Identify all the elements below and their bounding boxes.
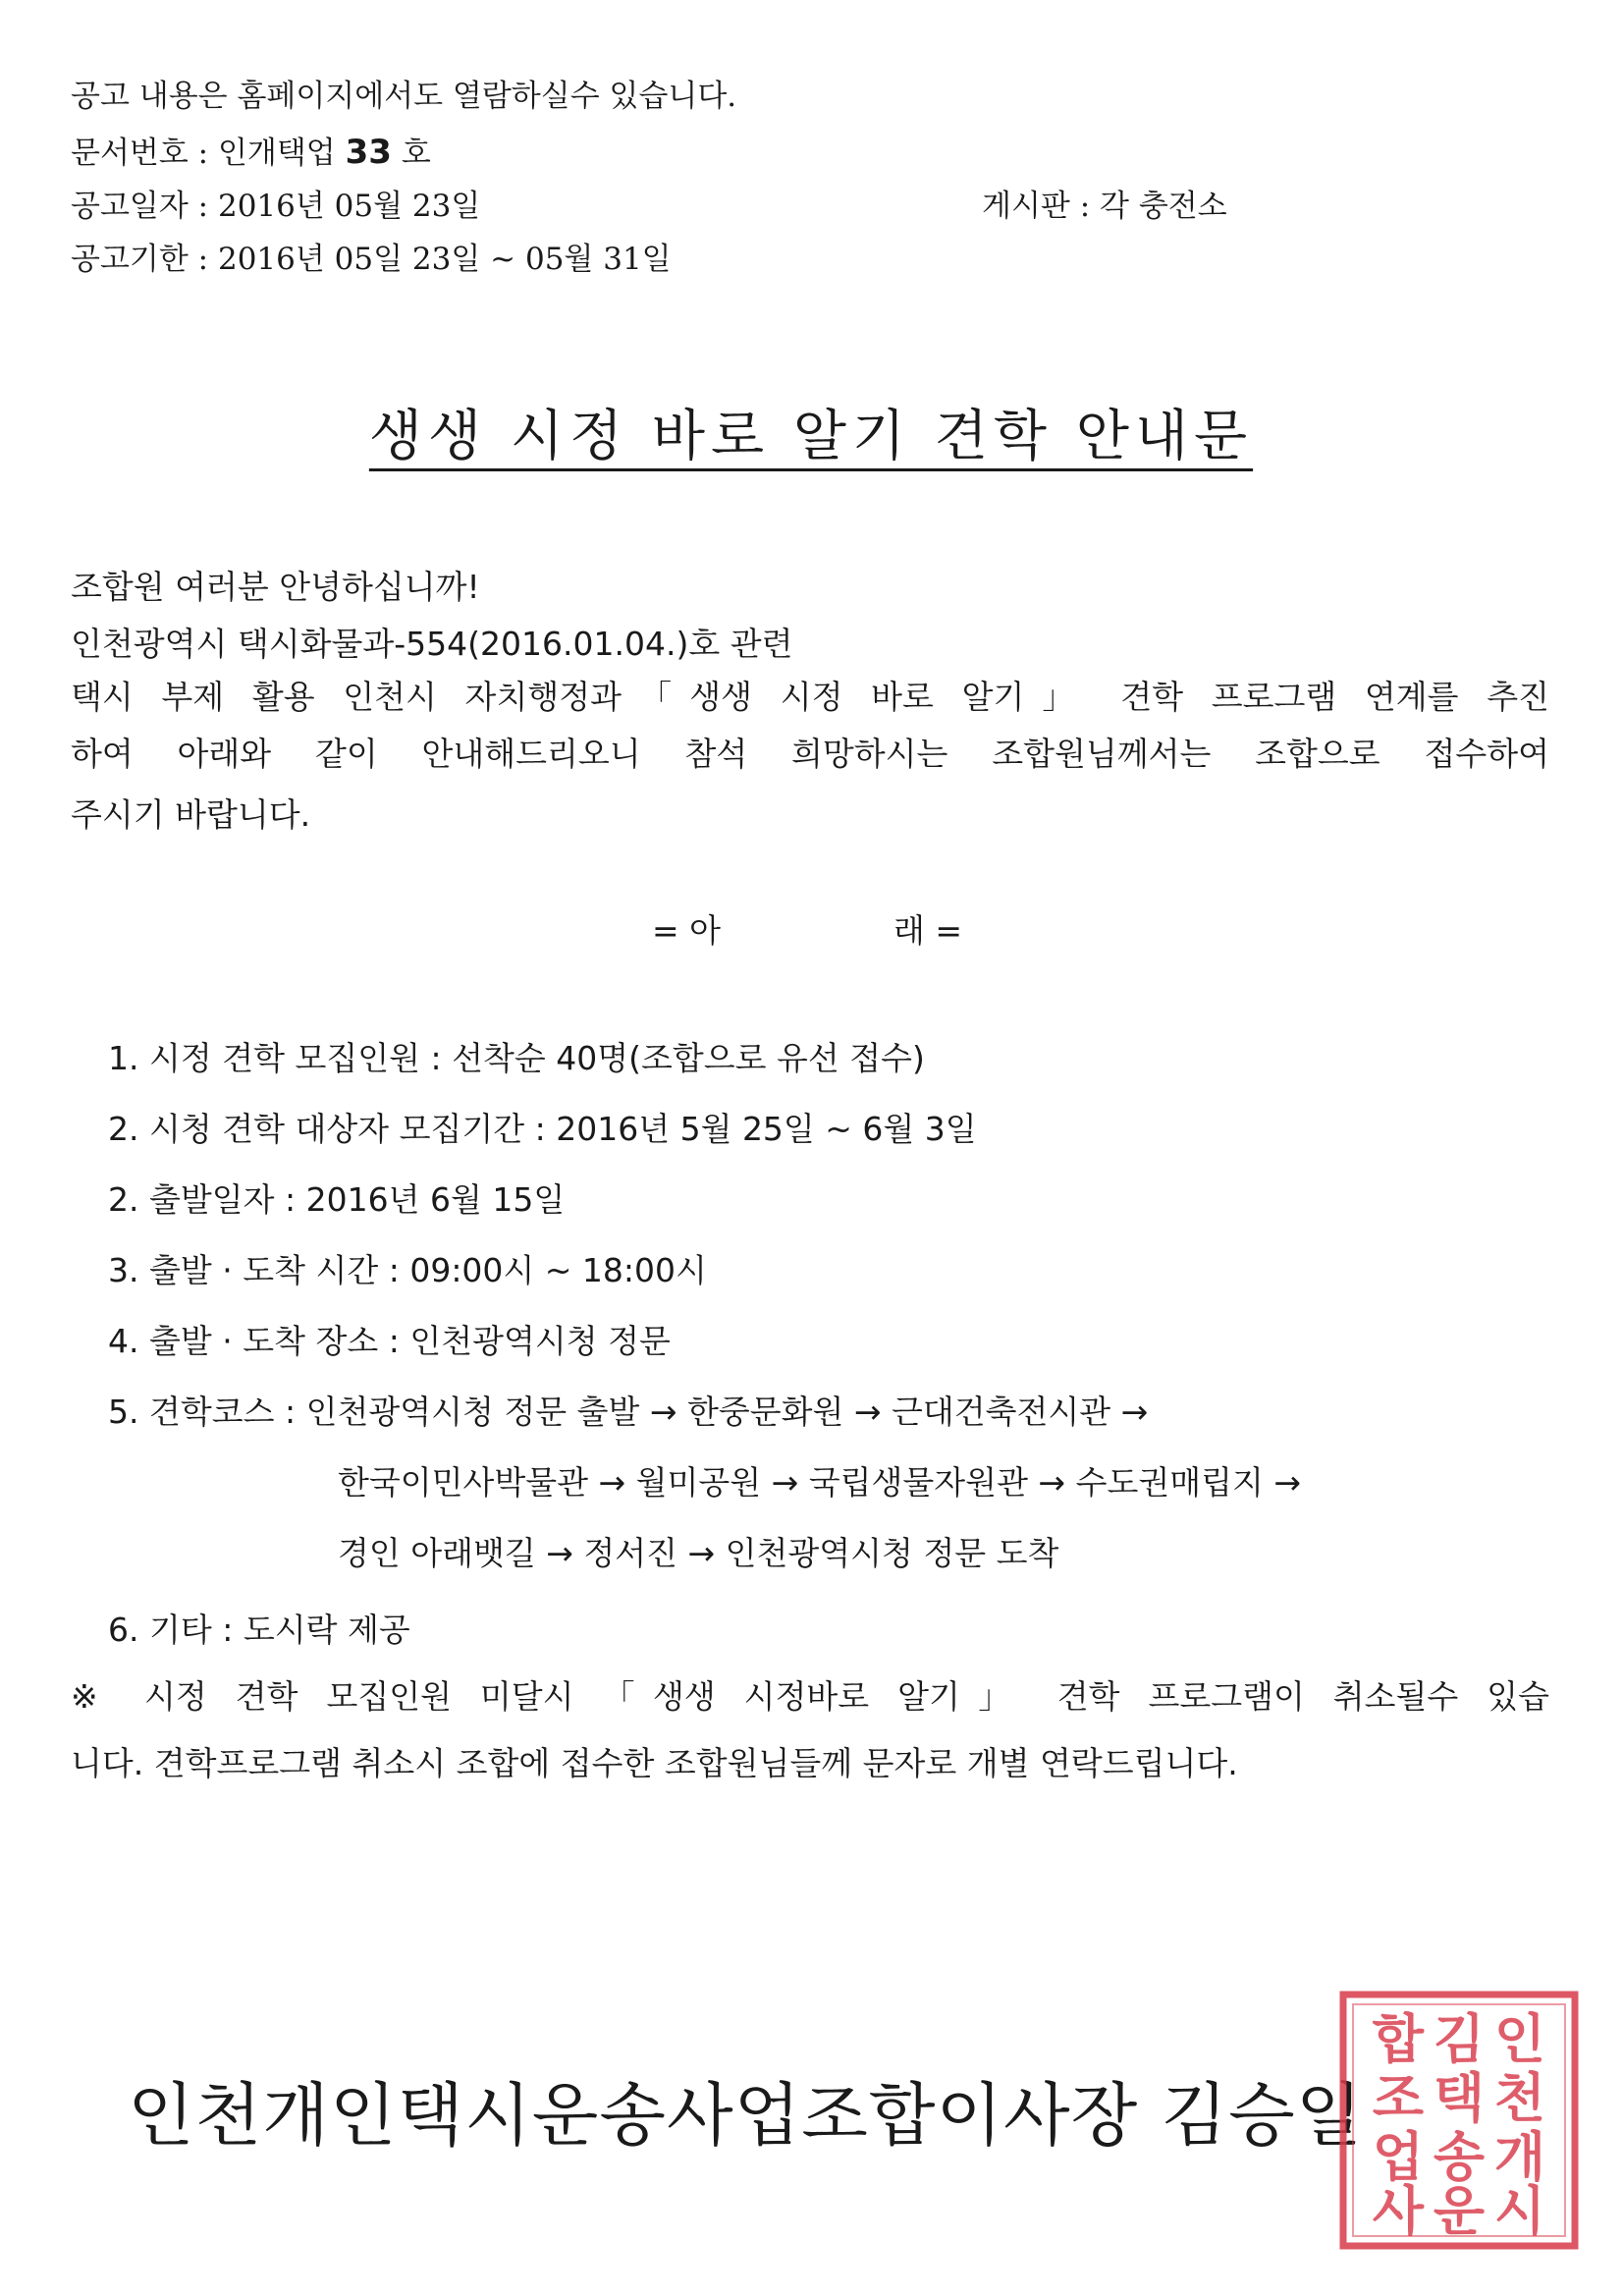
official-seal-stamp	[1337, 1989, 1581, 2252]
list-item	[108, 1175, 565, 1221]
course-continuation-line-2: 경인 아래뱃길 → 정서진 → 인천광역시청 정문 도착	[338, 1534, 1059, 1572]
below-marker-left: = 아	[652, 911, 722, 950]
svg-text:합: 합	[1372, 2008, 1425, 2070]
svg-text:운: 운	[1433, 2180, 1486, 2242]
svg-text:천: 천	[1493, 2067, 1546, 2129]
announce-date-value: 2016년 05월 23일	[217, 189, 481, 224]
announce-date-label: 공고일자	[71, 189, 189, 224]
reference-line: 인천광역시 택시화물과-554(2016.01.04.)호 관련	[71, 625, 793, 663]
below-marker-right: 래 =	[893, 911, 963, 950]
svg-text:시: 시	[1493, 2180, 1546, 2242]
svg-text:조: 조	[1372, 2067, 1425, 2129]
announce-period-value: 2016년 05일 23일 ~ 05월 31일	[217, 242, 672, 277]
course-continuation-line-1: 한국이민사박물관 → 월미공원 → 국립생물자원관 → 수도권매립지 →	[338, 1463, 1301, 1502]
item-number: 1.	[108, 1039, 139, 1077]
svg-text:송: 송	[1433, 2126, 1486, 2188]
item-text: 기타 : 도시락 제공	[149, 1611, 410, 1649]
announce-date-line: 공고일자 : 2016년 05월 23일	[71, 189, 481, 224]
item-number: 2.	[108, 1180, 139, 1219]
item-text: 출발 · 도착 시간 : 09:00시 ~ 18:00시	[149, 1251, 707, 1289]
note-line-1: ※ 시정 견학 모집인원 미달시 「생생 시정바로 알기」 견학 프로그램이 취소될수 있습	[71, 1677, 1549, 1716]
svg-text:사: 사	[1372, 2180, 1425, 2242]
intro-body-line-1: 택시 부제 활용 인천시 자치행정과「생생 시정 바로 알기」 견학 프로그램 연계를 추진	[71, 678, 1549, 716]
board-value: 각 충전소	[1100, 189, 1227, 224]
svg-text:김: 김	[1433, 2008, 1486, 2070]
svg-text:택: 택	[1433, 2067, 1486, 2129]
item-number: 2.	[108, 1110, 139, 1148]
doc-number-prefix: 인개택업	[217, 136, 336, 171]
item-text: 시정 견학 모집인원 : 선착순 40명(조합으로 유선 접수)	[149, 1039, 925, 1077]
doc-number-label: 문서번호	[71, 136, 189, 171]
svg-text:인: 인	[1493, 2008, 1546, 2070]
board-line: 게시판 : 각 충전소	[982, 189, 1227, 224]
doc-number-line: 문서번호 : 인개택업 33 호	[71, 133, 431, 172]
item-text: 견학코스 : 인천광역시청 정문 출발 → 한중문화원 → 근대건축전시관 →	[149, 1393, 1149, 1431]
doc-number-value: 33	[345, 133, 392, 172]
announce-period-label: 공고기한	[71, 242, 189, 277]
item-number: 6.	[108, 1611, 139, 1649]
list-item	[108, 1316, 671, 1362]
document-title: 생생 시정 바로 알기 견학 안내문	[368, 405, 1254, 468]
item-text: 시청 견학 대상자 모집기간 : 2016년 5월 25일 ~ 6월 3일	[149, 1110, 977, 1148]
greeting: 조합원 여러분 안녕하십니까!	[71, 568, 480, 606]
intro-body-line-2: 하여 아래와 같이 안내해드리오니 참석 희망하시는 조합원님께서는 조합으로 접수하여	[71, 735, 1549, 773]
list-item	[108, 1245, 707, 1291]
list-item	[108, 1033, 925, 1079]
note-line-2: 니다. 견학프로그램 취소시 조합에 접수한 조합원님들께 문자로 개별 연락드립니다.	[71, 1744, 1238, 1782]
item-text: 출발 · 도착 장소 : 인천광역시청 정문	[149, 1322, 671, 1360]
item-number: 3.	[108, 1251, 139, 1289]
homepage-note: 공고 내용은 홈페이지에서도 열람하실수 있습니다.	[71, 79, 737, 114]
signature: 인천개인택시운송사업조합이사장 김승일	[128, 2075, 1364, 2156]
list-item	[108, 1605, 410, 1651]
item-number: 5.	[108, 1393, 139, 1431]
svg-text:개: 개	[1493, 2126, 1546, 2188]
doc-number-suffix: 호	[401, 136, 431, 171]
list-item	[108, 1104, 977, 1150]
svg-text:업: 업	[1372, 2126, 1425, 2188]
list-item	[108, 1387, 1148, 1433]
announce-period-line: 공고기한 : 2016년 05일 23일 ~ 05월 31일	[71, 242, 672, 277]
item-number: 4.	[108, 1322, 139, 1360]
intro-body-line-3: 주시기 바랍니다.	[71, 795, 311, 834]
item-text: 출발일자 : 2016년 6월 15일	[149, 1180, 566, 1219]
board-label: 게시판	[982, 189, 1070, 224]
